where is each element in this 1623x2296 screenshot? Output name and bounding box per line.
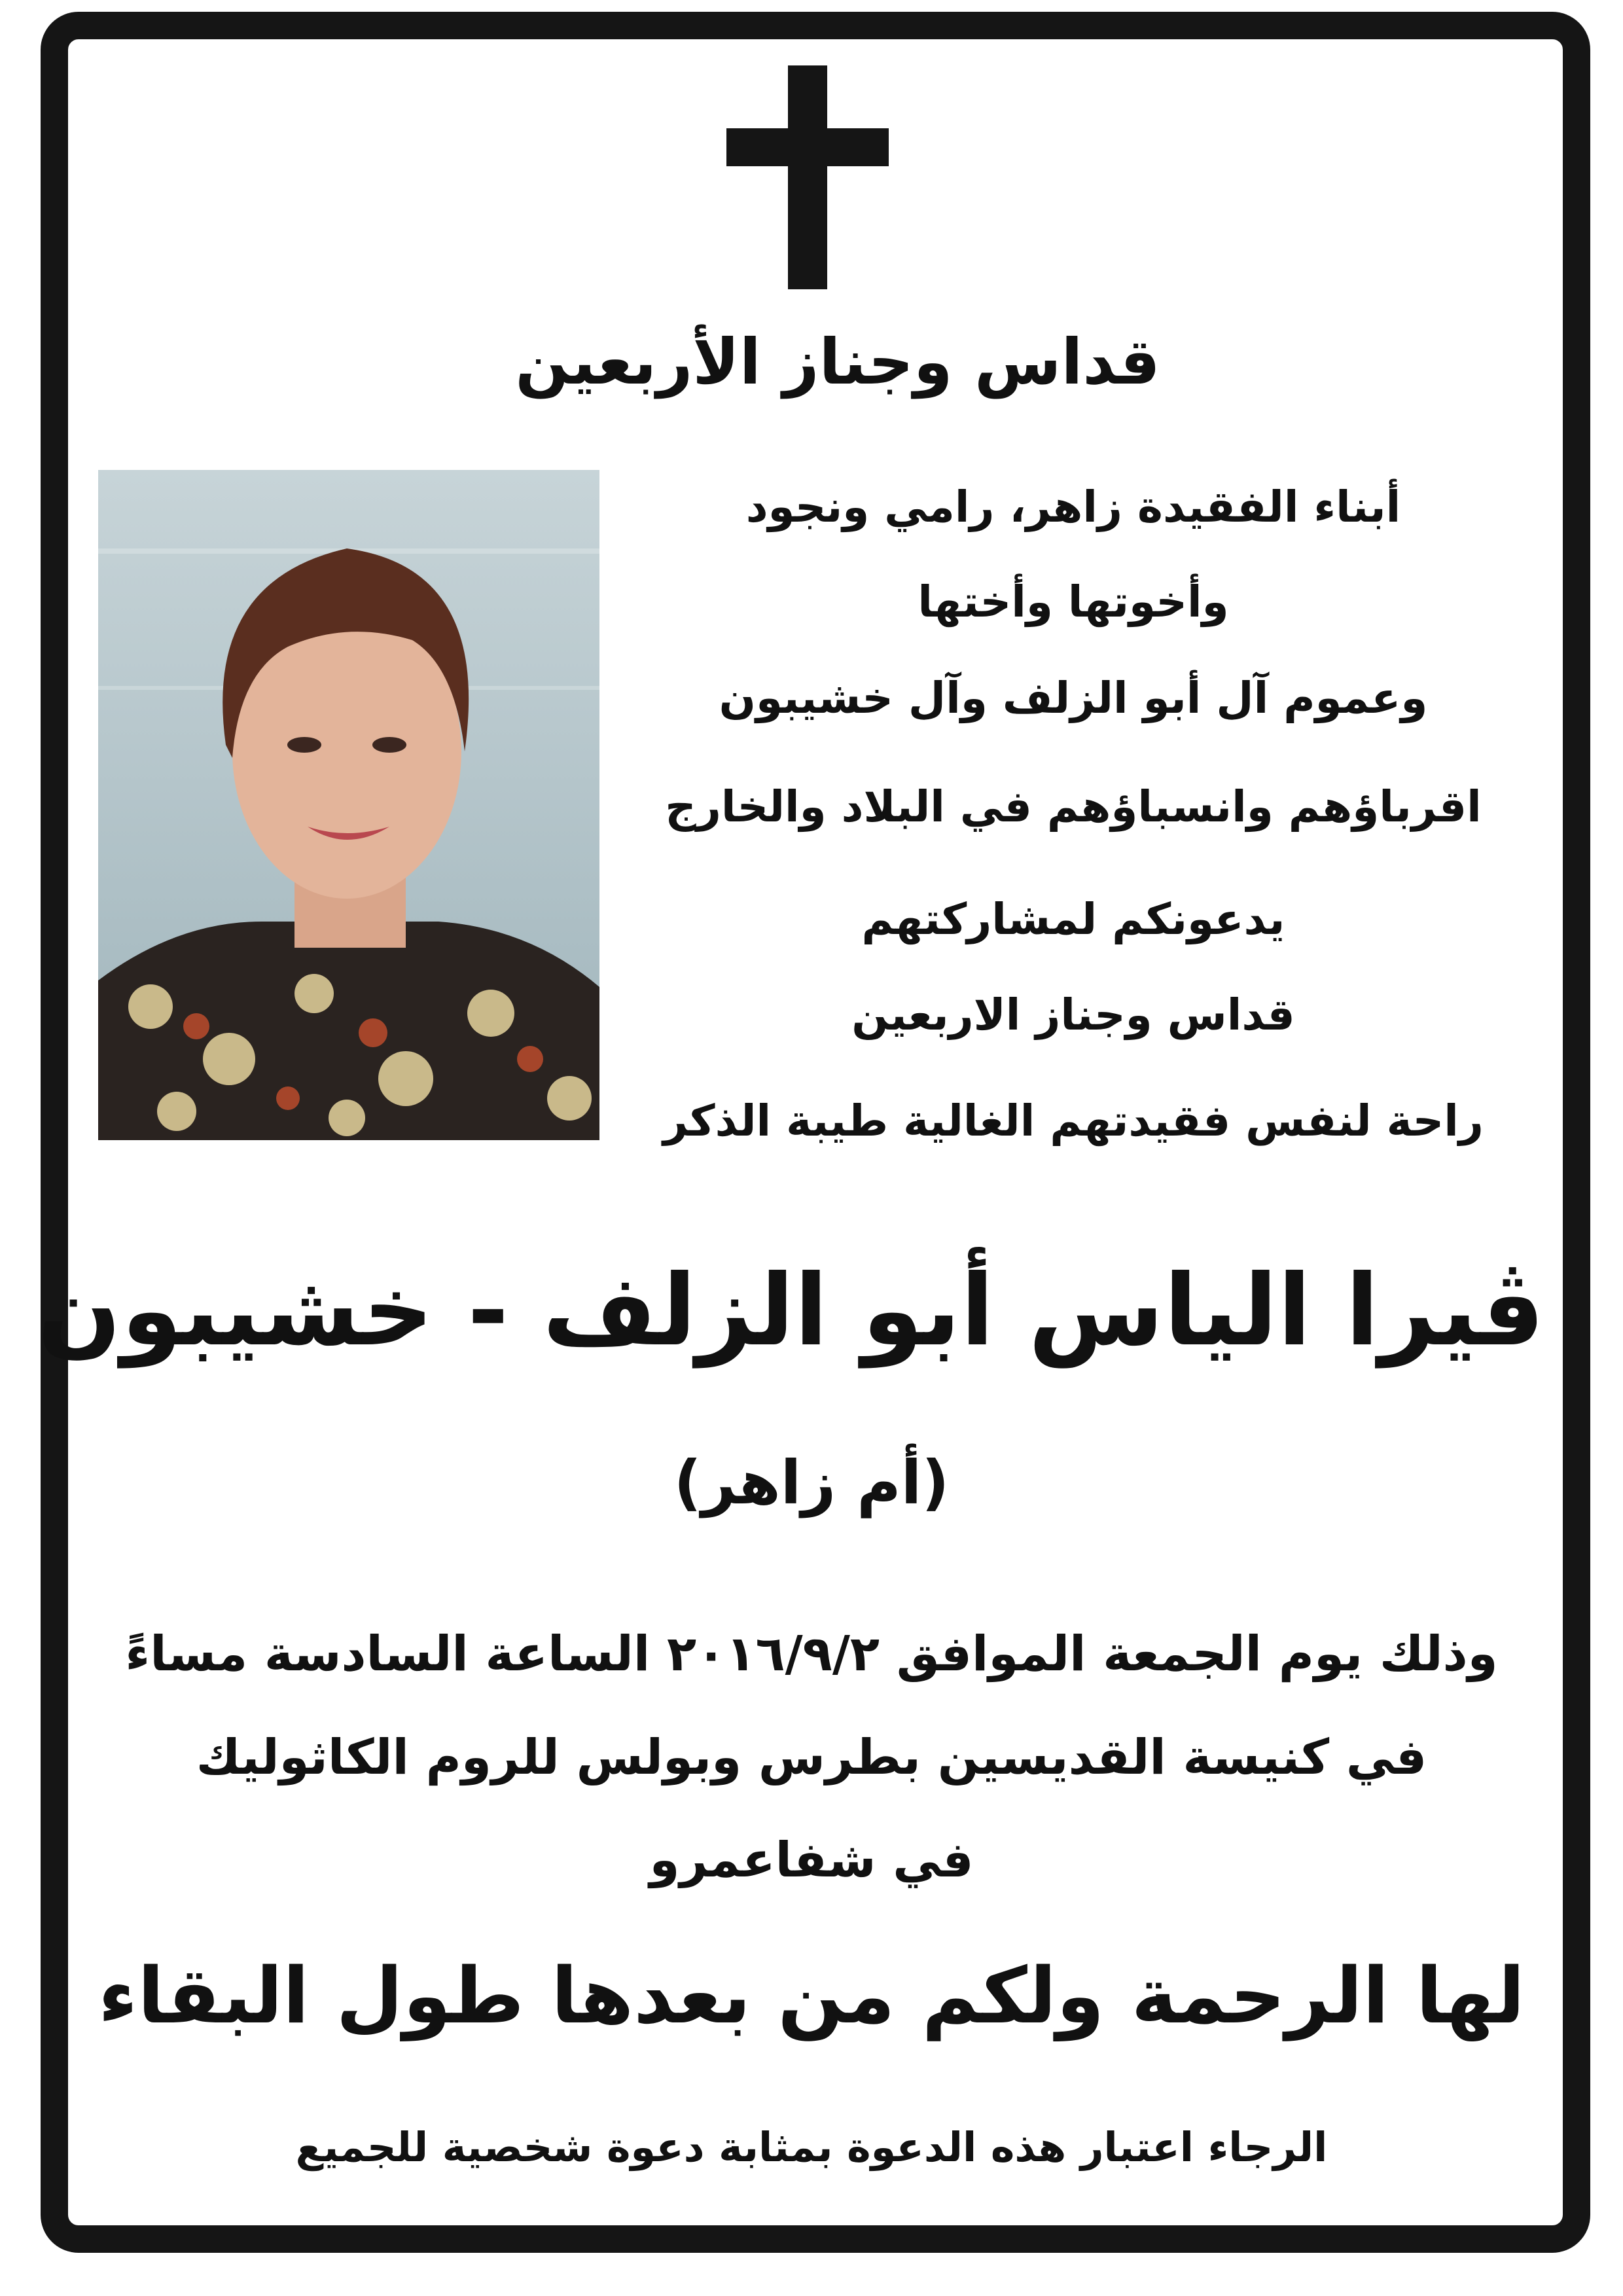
- family-line: وأخوتها وأختها: [918, 577, 1229, 627]
- family-line: راحة لنفس فقيدتهم الغالية طيبة الذكر: [663, 1096, 1484, 1146]
- family-line: قداس وجناز الاربعين: [851, 990, 1295, 1040]
- service-date-line: وذلك يوم الجمعة الموافق ٢٠١٦/٩/٢ الساعة السادسة مساءً: [125, 1626, 1498, 1682]
- service-town-line: في شفاعمرو: [649, 1832, 974, 1888]
- family-line: يدعونكم لمشاركتهم: [861, 894, 1285, 944]
- family-line: وعموم آل أبو الزلف وآل خشيبون: [719, 673, 1428, 723]
- portrait-photo: [98, 470, 599, 1140]
- deceased-name: ڤيرا الياس أبو الزلف - خشيبون: [37, 1254, 1544, 1368]
- cross-icon: [726, 65, 889, 289]
- family-line: أبناء الفقيدة زاهر، رامي ونجود: [745, 482, 1401, 532]
- invitation-note: الرجاء اعتبار هذه الدعوة بمثابة دعوة شخصية للجميع: [295, 2123, 1328, 2171]
- service-church-line: في كنيسة القديسين بطرس وبولس للروم الكاثوليك: [196, 1729, 1427, 1785]
- portrait-illustration: [98, 470, 599, 1140]
- farewell-line: لها الرحمة ولكم من بعدها طول البقاء: [98, 1950, 1525, 2041]
- deceased-nickname: (أم زاهر): [673, 1448, 950, 1518]
- notice-title: قداس وجناز الأربعين: [515, 325, 1160, 399]
- family-line: اقرباؤهم وانسباؤهم في البلاد والخارج: [665, 781, 1482, 832]
